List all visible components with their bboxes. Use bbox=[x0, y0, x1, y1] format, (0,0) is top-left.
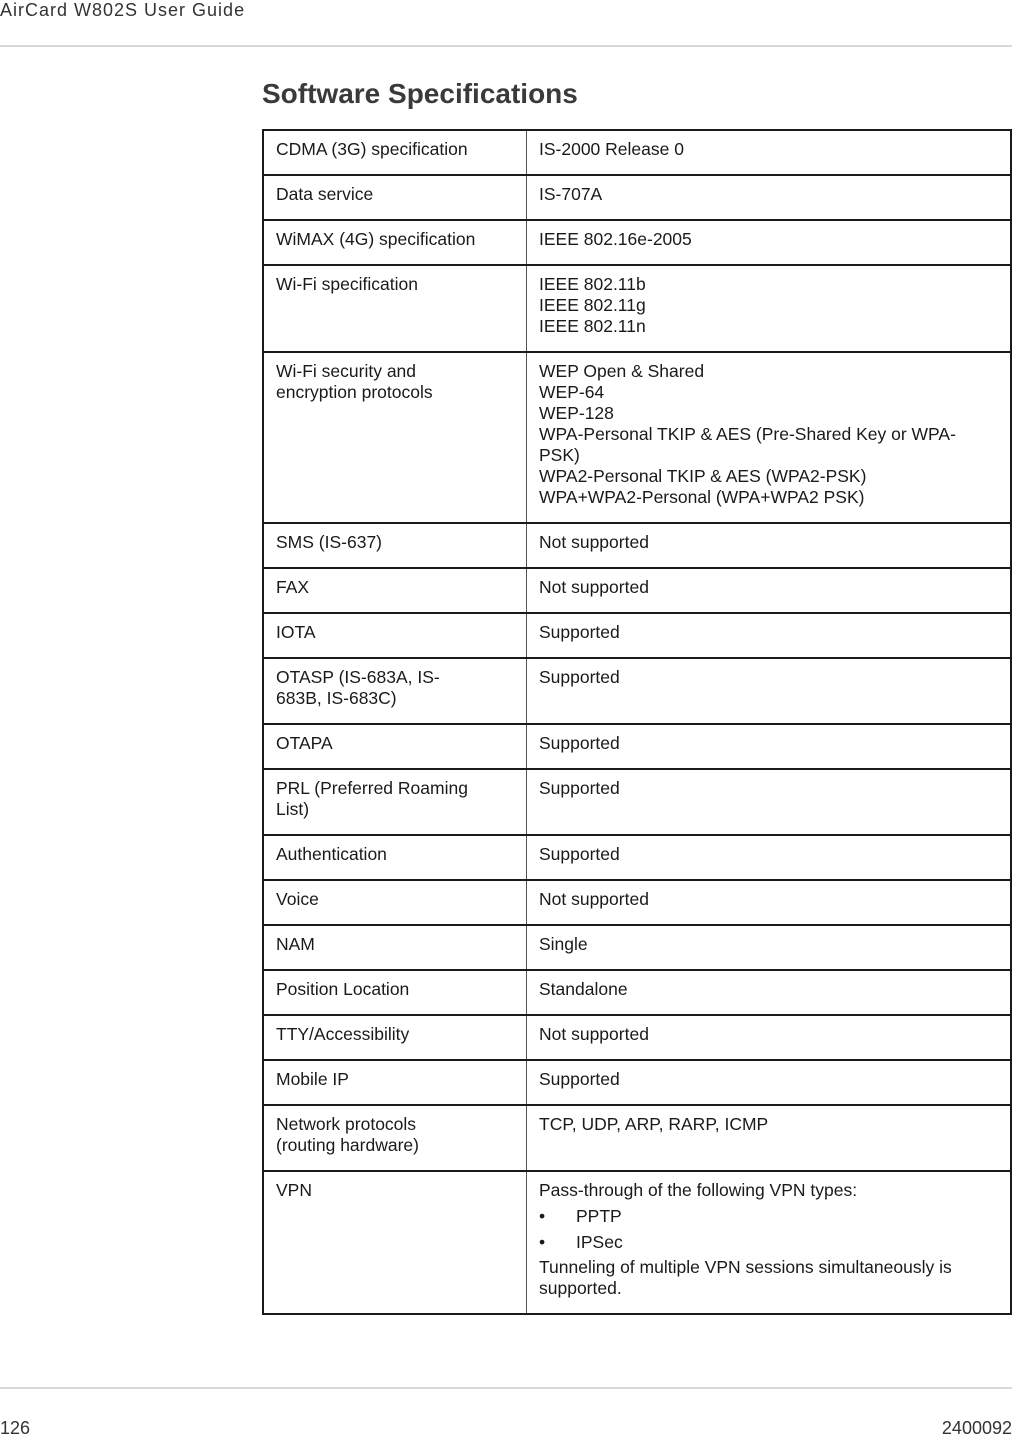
spec-label-cell bbox=[263, 835, 527, 880]
spec-label: Wi-Fi specification bbox=[276, 274, 418, 294]
spec-label: TTY/Accessibility bbox=[276, 1024, 410, 1044]
spec-row bbox=[263, 880, 1011, 925]
spec-row bbox=[263, 925, 1011, 970]
spec-label: FAX bbox=[276, 577, 310, 597]
spec-label-cell bbox=[263, 265, 527, 352]
spec-label: List) bbox=[276, 799, 310, 819]
spec-value-cell bbox=[527, 925, 1012, 970]
spec-value: IS-707A bbox=[539, 184, 603, 204]
spec-value: Supported bbox=[539, 733, 620, 753]
footer-divider bbox=[0, 1387, 1012, 1389]
spec-value: Supported bbox=[539, 844, 620, 864]
spec-row bbox=[263, 724, 1011, 769]
spec-value: Not supported bbox=[539, 532, 649, 552]
bullet-text: IPSec bbox=[576, 1232, 623, 1252]
spec-value-cell bbox=[527, 1015, 1012, 1060]
spec-value: WEP-64 bbox=[539, 382, 605, 402]
spec-value: Not supported bbox=[539, 1024, 649, 1044]
spec-label: VPN bbox=[276, 1180, 312, 1200]
spec-value-cell bbox=[527, 613, 1012, 658]
spec-value: IEEE 802.11g bbox=[539, 295, 646, 315]
spec-value: IS-2000 Release 0 bbox=[539, 139, 684, 159]
spec-row bbox=[263, 769, 1011, 835]
spec-value: Supported bbox=[539, 1069, 620, 1089]
spec-value-cell bbox=[527, 352, 1012, 523]
spec-row bbox=[263, 1060, 1011, 1105]
spec-value-cell bbox=[527, 1060, 1012, 1105]
section-title: Software Specifications bbox=[262, 78, 578, 109]
spec-row bbox=[263, 970, 1011, 1015]
spec-label-cell bbox=[263, 352, 527, 523]
spec-label-cell bbox=[263, 568, 527, 613]
spec-label: Data service bbox=[276, 184, 374, 204]
spec-value: Single bbox=[539, 934, 588, 954]
software-specifications-table bbox=[262, 129, 1012, 1315]
spec-row bbox=[263, 523, 1011, 568]
spec-label-cell bbox=[263, 1060, 527, 1105]
spec-label: SMS (IS-637) bbox=[276, 532, 382, 552]
spec-label: IOTA bbox=[276, 622, 316, 642]
spec-label: encryption protocols bbox=[276, 382, 433, 402]
spec-label-cell bbox=[263, 523, 527, 568]
spec-table-body bbox=[263, 130, 1011, 1314]
spec-label: CDMA (3G) specification bbox=[276, 139, 468, 159]
spec-label: Position Location bbox=[276, 979, 410, 999]
spec-value-cell bbox=[527, 880, 1012, 925]
spec-value-cell bbox=[527, 175, 1012, 220]
spec-label: WiMAX (4G) specification bbox=[276, 229, 476, 249]
spec-value-cell bbox=[527, 724, 1012, 769]
spec-row bbox=[263, 1105, 1011, 1171]
spec-value: Supported bbox=[539, 622, 620, 642]
spec-value: IEEE 802.11n bbox=[539, 316, 646, 336]
spec-row bbox=[263, 175, 1011, 220]
spec-value: IEEE 802.16e-2005 bbox=[539, 229, 692, 249]
spec-row bbox=[263, 613, 1011, 658]
spec-label-cell bbox=[263, 1105, 527, 1171]
header-divider bbox=[0, 45, 1012, 47]
bullet-text: PPTP bbox=[576, 1206, 622, 1226]
spec-value-cell bbox=[527, 130, 1012, 175]
spec-label: OTAPA bbox=[276, 733, 333, 753]
spec-value: Standalone bbox=[539, 979, 628, 999]
spec-row bbox=[263, 658, 1011, 724]
spec-row bbox=[263, 568, 1011, 613]
document-number: 2400092 bbox=[941, 1418, 1012, 1438]
spec-label: Wi-Fi security and bbox=[276, 361, 417, 381]
spec-value-cell bbox=[527, 1105, 1012, 1171]
spec-label: OTASP (IS-683A, IS- bbox=[276, 667, 440, 687]
spec-value: WEP Open & Shared bbox=[539, 361, 705, 381]
spec-label-cell bbox=[263, 220, 527, 265]
spec-label-cell bbox=[263, 1171, 527, 1314]
spec-label: Mobile IP bbox=[276, 1069, 349, 1089]
spec-value-cell bbox=[527, 1171, 1012, 1314]
spec-label-cell bbox=[263, 880, 527, 925]
spec-label-cell bbox=[263, 613, 527, 658]
spec-value-cell bbox=[527, 835, 1012, 880]
spec-label-cell bbox=[263, 970, 527, 1015]
spec-label: Voice bbox=[276, 889, 319, 909]
spec-label-cell bbox=[263, 724, 527, 769]
spec-value: Not supported bbox=[539, 889, 649, 909]
spec-row bbox=[263, 130, 1011, 175]
spec-label-cell bbox=[263, 769, 527, 835]
page-number: 126 bbox=[0, 1418, 31, 1438]
spec-label-cell bbox=[263, 925, 527, 970]
spec-value: Pass-through of the following VPN types: bbox=[539, 1180, 858, 1200]
bullet-list-item bbox=[539, 1206, 1000, 1227]
spec-label-cell bbox=[263, 130, 527, 175]
spec-row bbox=[263, 1171, 1011, 1314]
running-header: AirCard W802S User Guide bbox=[0, 0, 246, 20]
spec-value: WPA+WPA2-Personal (WPA+WPA2 PSK) bbox=[539, 487, 865, 507]
bullet-list-item bbox=[539, 1232, 1000, 1253]
spec-value: Supported bbox=[539, 778, 620, 798]
spec-value: PSK) bbox=[539, 445, 580, 465]
spec-value: WEP-128 bbox=[539, 403, 614, 423]
spec-value-cell bbox=[527, 265, 1012, 352]
spec-value: WPA2-Personal TKIP & AES (WPA2-PSK) bbox=[539, 466, 867, 486]
spec-label: Network protocols bbox=[276, 1114, 417, 1134]
spec-row bbox=[263, 1015, 1011, 1060]
spec-value: Not supported bbox=[539, 577, 649, 597]
bullet-icon: • bbox=[539, 1206, 546, 1226]
spec-label-cell bbox=[263, 658, 527, 724]
spec-label: 683B, IS-683C) bbox=[276, 688, 397, 708]
spec-label-cell bbox=[263, 175, 527, 220]
spec-label: NAM bbox=[276, 934, 315, 954]
spec-value-cell bbox=[527, 769, 1012, 835]
spec-value: IEEE 802.11b bbox=[539, 274, 646, 294]
spec-value: TCP, UDP, ARP, RARP, ICMP bbox=[539, 1114, 769, 1134]
spec-value: WPA-Personal TKIP & AES (Pre-Shared Key or WPA- bbox=[539, 424, 956, 444]
spec-value-note: supported. bbox=[539, 1278, 622, 1298]
spec-value-cell bbox=[527, 970, 1012, 1015]
spec-label: (routing hardware) bbox=[276, 1135, 419, 1155]
spec-value-cell bbox=[527, 568, 1012, 613]
spec-value-note: Tunneling of multiple VPN sessions simultaneously is bbox=[539, 1257, 952, 1277]
spec-label-cell bbox=[263, 1015, 527, 1060]
bullet-icon: • bbox=[539, 1232, 546, 1252]
spec-value-cell bbox=[527, 220, 1012, 265]
spec-row bbox=[263, 352, 1011, 523]
spec-row bbox=[263, 265, 1011, 352]
spec-value-cell bbox=[527, 523, 1012, 568]
spec-label: Authentication bbox=[276, 844, 387, 864]
spec-row bbox=[263, 220, 1011, 265]
spec-value: Supported bbox=[539, 667, 620, 687]
spec-row bbox=[263, 835, 1011, 880]
spec-label: PRL (Preferred Roaming bbox=[276, 778, 468, 798]
spec-value-cell bbox=[527, 658, 1012, 724]
